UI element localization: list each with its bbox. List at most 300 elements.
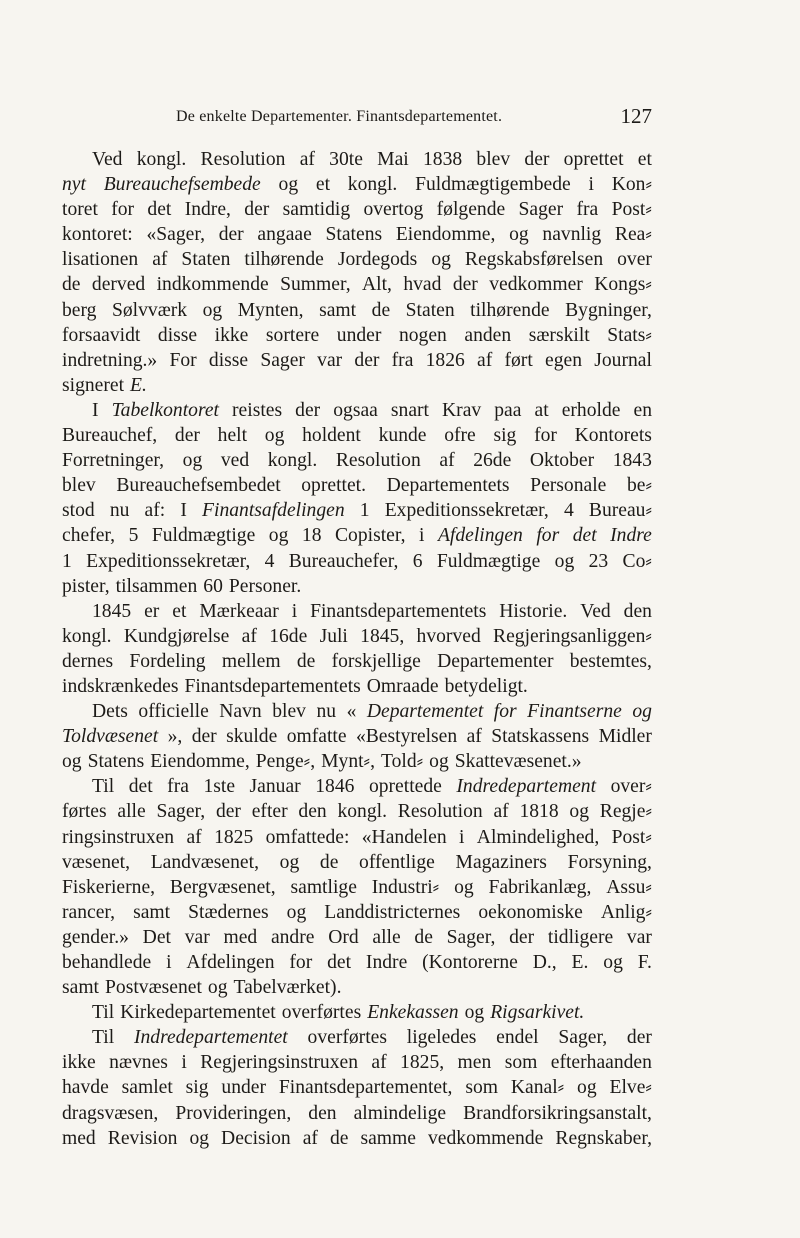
- word: de: [319, 851, 339, 873]
- word: af:: [144, 500, 166, 522]
- word: Sager,: [446, 926, 496, 948]
- word: ofre: [444, 425, 476, 447]
- word: 23: [588, 550, 609, 572]
- word: fra: [576, 199, 599, 221]
- word: Fuldmægtige: [151, 525, 256, 547]
- word: og: [431, 249, 451, 271]
- text-line: [62, 674, 652, 699]
- word: 5: [128, 525, 139, 547]
- text-line: [62, 272, 652, 297]
- word: et: [315, 174, 331, 196]
- word: ligeledes: [406, 1027, 477, 1049]
- word: tilhørende: [244, 249, 324, 271]
- word: Ved: [92, 149, 123, 170]
- word: Toldvæsenet: [62, 726, 159, 748]
- word: Mynten,: [237, 299, 304, 321]
- text-line: [62, 850, 652, 875]
- word: og: [464, 1002, 485, 1024]
- paragraph: [62, 1000, 652, 1025]
- word: Til: [92, 1002, 115, 1024]
- word: disse: [208, 349, 249, 371]
- word: kunde: [378, 425, 427, 447]
- word: nu: [316, 701, 337, 723]
- word: 1838: [422, 149, 463, 170]
- word: de: [296, 650, 316, 672]
- word: Indredepartement: [456, 776, 597, 798]
- word: der: [174, 425, 200, 447]
- word: Afdelingen: [186, 952, 275, 973]
- word: Rea⸗: [614, 224, 652, 246]
- paragraph: [62, 1025, 652, 1150]
- word: og: [632, 701, 652, 723]
- word: indkommende: [156, 274, 269, 296]
- word: Regjeringsinstruxen: [200, 1052, 358, 1074]
- word: Afdelingen: [437, 525, 523, 547]
- word: over⸗: [610, 776, 652, 798]
- word: vedkommer: [489, 274, 583, 296]
- word: et: [637, 149, 652, 170]
- word: Tabelkontoret: [111, 399, 219, 421]
- word: i: [588, 174, 594, 196]
- word: Industri⸗: [371, 876, 440, 898]
- word: »,: [167, 726, 183, 748]
- word: Decision: [221, 1127, 291, 1149]
- word: forsaavidt: [62, 324, 141, 346]
- word: Staten: [181, 249, 231, 271]
- word: i: [291, 600, 298, 622]
- word: under: [336, 324, 382, 346]
- word: betydeligt.: [444, 675, 528, 697]
- word: Kontorets: [574, 425, 652, 447]
- word: af: [299, 149, 315, 170]
- word: og: [577, 1077, 597, 1099]
- word: havde: [62, 1077, 109, 1099]
- word: gender.»: [62, 926, 129, 948]
- word: bestemtes,: [569, 650, 652, 672]
- word: «Sager,: [146, 224, 205, 246]
- text-line: [62, 950, 652, 975]
- word: de: [414, 926, 433, 948]
- word: ringsinstruxen: [62, 826, 175, 848]
- word: de: [329, 1127, 349, 1149]
- word: Dets: [92, 701, 128, 723]
- word: Regskabsførelsen: [464, 249, 604, 271]
- word: vedkommende: [428, 1127, 544, 1149]
- word: officielle: [138, 701, 209, 723]
- word: Postvæsenet: [105, 977, 202, 999]
- paragraph: [62, 147, 652, 398]
- word: dernes: [62, 650, 114, 672]
- word: Resolution: [200, 149, 286, 170]
- word: tilhørende: [470, 299, 550, 321]
- text-line: [62, 574, 652, 599]
- word: og: [554, 550, 575, 572]
- word: Juli: [319, 625, 348, 647]
- word: Mynt⸗,: [321, 751, 375, 773]
- word: Det: [142, 926, 171, 948]
- word: omfatte: [286, 726, 347, 748]
- word: Fuldmægtige: [436, 550, 541, 572]
- word: Kundgjørelse: [123, 625, 230, 647]
- word: Magaziners: [455, 851, 547, 873]
- word: Kanal⸗: [510, 1077, 565, 1099]
- text-line: [62, 649, 652, 674]
- word: Staten: [405, 299, 455, 321]
- word: erholde: [561, 399, 621, 421]
- word: tidligere: [547, 926, 614, 948]
- text-line: [62, 1050, 652, 1075]
- word: Bygninger,: [565, 299, 652, 321]
- word: førtes: [62, 801, 107, 823]
- text-line: [62, 498, 652, 523]
- word: F.: [637, 952, 652, 973]
- word: Bureau⸗: [588, 500, 652, 522]
- word: almindelige: [353, 1102, 447, 1124]
- word: nogen: [398, 324, 447, 346]
- word: og: [603, 952, 623, 973]
- text-line: [62, 523, 652, 548]
- word: for: [493, 701, 517, 723]
- word: Fordeling: [129, 650, 206, 672]
- word: nyt: [62, 174, 86, 196]
- word: med: [223, 926, 258, 948]
- word: egen: [545, 349, 582, 371]
- word: og: [182, 450, 203, 472]
- text-line: [62, 222, 652, 247]
- word: forskjellige: [331, 650, 421, 672]
- word: berg: [62, 299, 97, 321]
- word: Indre,: [184, 199, 231, 221]
- paragraph: [62, 599, 652, 699]
- word: rancer,: [62, 901, 116, 923]
- word: behandlede: [62, 952, 152, 973]
- word: Eiendomme,: [150, 751, 250, 773]
- word: Regje⸗: [599, 801, 652, 823]
- word: samt: [133, 901, 171, 923]
- text-line: [62, 699, 652, 724]
- word: 60: [203, 575, 223, 597]
- text-line: [62, 1025, 652, 1050]
- text-line: [62, 825, 652, 850]
- word: Fuldmægtigembede: [415, 174, 571, 196]
- word: 1ste: [203, 776, 236, 798]
- word: Provideringen,: [175, 1102, 292, 1124]
- word: 6: [412, 550, 423, 572]
- page-number: 127: [620, 104, 652, 128]
- word: af: [241, 625, 257, 647]
- word: helt: [217, 425, 248, 447]
- word: overtog: [363, 199, 424, 221]
- word: under: [221, 1077, 267, 1099]
- word: og: [62, 751, 82, 773]
- word: Kon⸗: [611, 174, 652, 196]
- word: mellem: [221, 650, 281, 672]
- text-line: [62, 448, 652, 473]
- word: hvad: [403, 274, 442, 296]
- word: oprettet: [563, 149, 624, 170]
- word: følgende: [436, 199, 506, 221]
- word: den: [298, 801, 327, 823]
- word: som: [465, 1077, 498, 1099]
- word: og: [279, 851, 300, 873]
- word: Almindelighed,: [476, 826, 600, 848]
- word: af: [186, 826, 202, 848]
- word: Januar: [249, 776, 301, 798]
- word: Sager,: [156, 801, 206, 823]
- text-line: [62, 373, 652, 398]
- word: et: [172, 600, 187, 622]
- word: Navn: [219, 701, 262, 723]
- word: 18: [301, 525, 322, 547]
- word: Forsyning,: [567, 851, 652, 873]
- word: D.,: [532, 952, 557, 973]
- word: lisationen: [62, 249, 139, 271]
- text-line: [62, 925, 652, 950]
- word: overførtes: [307, 1027, 387, 1049]
- word: Revision: [107, 1127, 178, 1149]
- word: Bergvæsenet,: [169, 876, 276, 898]
- word: der: [295, 399, 321, 421]
- word: sortere: [265, 324, 320, 346]
- word: alle: [372, 926, 401, 948]
- word: 1825,: [400, 1052, 445, 1074]
- word: og: [509, 224, 529, 246]
- word: i: [458, 826, 465, 848]
- word: Stats⸗: [607, 324, 652, 346]
- word: be⸗: [626, 475, 652, 497]
- word: og: [429, 751, 449, 773]
- word: Sager: [518, 199, 564, 221]
- word: Sager,: [558, 1027, 608, 1049]
- word: væsenet,: [62, 851, 131, 873]
- word: det: [128, 776, 153, 798]
- word: snart: [390, 399, 429, 421]
- word: der: [524, 149, 550, 170]
- word: sig: [493, 425, 517, 447]
- word: Indredepartementet: [133, 1027, 288, 1049]
- word: i: [419, 525, 425, 547]
- word: Bureauchefsembedet: [116, 475, 281, 497]
- word: der: [452, 274, 478, 296]
- word: Statens: [87, 751, 145, 773]
- word: 30te: [329, 149, 363, 170]
- word: kongl.: [347, 174, 398, 196]
- word: og: [189, 1127, 210, 1149]
- text-line: [62, 1101, 652, 1126]
- word: for: [536, 525, 560, 547]
- word: Fabrikanlæg,: [488, 876, 592, 898]
- word: Departementer: [437, 650, 554, 672]
- word: i: [166, 952, 172, 973]
- word: 4: [563, 500, 574, 522]
- word: ved: [220, 450, 250, 472]
- word: Finantsafdelingen: [202, 500, 345, 522]
- word: Personale: [530, 475, 607, 497]
- word: der: [218, 224, 244, 246]
- word: men: [457, 1052, 492, 1074]
- word: samtidig: [282, 199, 351, 221]
- word: indskrænkedes: [62, 675, 179, 697]
- word: Tabelværket).: [233, 977, 342, 999]
- text-line: [62, 900, 652, 925]
- word: andre: [270, 926, 315, 948]
- word: toret: [62, 199, 98, 221]
- text-line: [62, 398, 652, 423]
- word: Kongs⸗: [594, 274, 652, 296]
- word: sig: [185, 1077, 209, 1099]
- word: nævnes: [109, 1052, 168, 1074]
- word: offentlige: [359, 851, 435, 873]
- word: Resolution: [335, 450, 421, 472]
- word: Historie.: [499, 600, 568, 622]
- word: samt: [62, 977, 100, 999]
- word: Summer,: [280, 274, 351, 296]
- word: hvorved: [416, 625, 481, 647]
- word: Told⸗: [380, 751, 424, 773]
- word: som: [504, 1052, 538, 1074]
- text-line: [62, 875, 652, 900]
- word: Finantsdepartementets: [310, 600, 487, 622]
- word: (Kontorerne: [422, 952, 518, 973]
- word: Finantserne: [527, 701, 622, 723]
- word: tilsammen: [115, 575, 198, 597]
- word: af: [152, 249, 168, 271]
- word: Forretninger,: [62, 450, 165, 472]
- word: Expeditionssekretær,: [86, 550, 251, 572]
- word: kongl.: [62, 625, 112, 647]
- word: og: [454, 876, 474, 898]
- word: af: [493, 801, 509, 823]
- text-line: [62, 774, 652, 799]
- word: Penge⸗,: [255, 751, 316, 773]
- word: ogsaa: [333, 399, 378, 421]
- word: 1845,: [360, 625, 405, 647]
- word: Regnskaber,: [555, 1127, 652, 1149]
- word: af: [466, 726, 482, 748]
- word: og: [286, 901, 307, 923]
- word: med: [62, 1127, 96, 1149]
- word: «Handelen: [361, 826, 447, 848]
- word: Alt,: [362, 274, 392, 296]
- word: blev: [272, 701, 306, 723]
- word: I: [180, 500, 187, 522]
- text-line: [62, 799, 652, 824]
- word: Departementets: [386, 475, 510, 497]
- word: 26de: [473, 450, 512, 472]
- word: en: [633, 399, 652, 421]
- text-line: [62, 323, 652, 348]
- paragraph: [62, 774, 652, 1000]
- word: Departementet: [366, 701, 484, 723]
- text-line: [62, 172, 652, 197]
- word: Post⸗: [611, 199, 652, 221]
- word: Ord: [328, 926, 359, 948]
- word: de: [62, 274, 81, 296]
- word: for: [534, 425, 557, 447]
- word: var: [626, 926, 652, 948]
- word: Copister,: [334, 525, 406, 547]
- word: Co⸗: [622, 550, 652, 572]
- word: navnlig: [542, 224, 602, 246]
- word: var: [317, 349, 343, 371]
- word: 1843: [612, 450, 652, 472]
- word: oprettede: [368, 776, 442, 798]
- word: Krav: [442, 399, 482, 421]
- word: Indre: [365, 952, 408, 973]
- word: Mai: [377, 149, 409, 170]
- word: disse: [157, 324, 198, 346]
- word: samtlige: [290, 876, 357, 898]
- word: over: [617, 249, 652, 271]
- word: «: [346, 701, 357, 723]
- word: og: [202, 299, 223, 321]
- word: indretning.»: [62, 349, 158, 371]
- word: anden: [464, 324, 512, 346]
- text-line: [62, 599, 652, 624]
- word: 16de: [269, 625, 308, 647]
- word: Rigsarkivet.: [490, 1002, 585, 1024]
- paragraph: [62, 699, 652, 774]
- word: Fiskerierne,: [62, 876, 156, 898]
- word: blev: [476, 149, 511, 170]
- word: Landvæsenet,: [150, 851, 259, 873]
- text-line: [62, 147, 652, 172]
- paragraph: [62, 398, 652, 599]
- word: 4: [264, 550, 275, 572]
- word: Expeditionssekretær,: [384, 500, 549, 522]
- word: Enkekassen: [367, 1002, 459, 1024]
- word: 1: [359, 500, 370, 522]
- word: der: [354, 349, 380, 371]
- word: særskilt: [528, 324, 590, 346]
- word: angaae: [257, 224, 312, 246]
- word: der: [509, 926, 535, 948]
- word: Sager: [260, 349, 305, 371]
- word: Regjeringsanliggen⸗: [493, 625, 652, 647]
- word: samme: [360, 1127, 416, 1149]
- word: omfattede:: [265, 826, 350, 848]
- word: overførtes: [281, 1002, 362, 1024]
- word: skulde: [226, 726, 278, 748]
- word: signeret: [62, 374, 125, 396]
- word: 1825: [214, 826, 254, 848]
- word: 1845: [92, 600, 132, 622]
- word: oekonomiske: [478, 901, 583, 923]
- word: der: [244, 199, 270, 221]
- word: E.: [130, 374, 147, 396]
- word: Finantsdepartementet,: [278, 1077, 453, 1099]
- word: Ved: [580, 600, 611, 622]
- word: og: [264, 425, 285, 447]
- word: det: [572, 525, 597, 547]
- word: der: [215, 801, 241, 823]
- word: og: [268, 525, 289, 547]
- word: samlet: [121, 1077, 173, 1099]
- word: af: [439, 450, 455, 472]
- word: E.: [571, 952, 589, 973]
- word: ikke: [214, 324, 249, 346]
- word: og: [569, 801, 589, 823]
- word: Skattevæsenet.»: [454, 751, 582, 773]
- word: kontoret:: [62, 224, 133, 246]
- word: Elve⸗: [609, 1077, 652, 1099]
- word: reistes: [232, 399, 283, 421]
- word: efterhaanden: [550, 1052, 652, 1074]
- text-line: [62, 1075, 652, 1100]
- word: endel: [496, 1027, 539, 1049]
- word: derved: [91, 274, 146, 296]
- word: er: [144, 600, 160, 622]
